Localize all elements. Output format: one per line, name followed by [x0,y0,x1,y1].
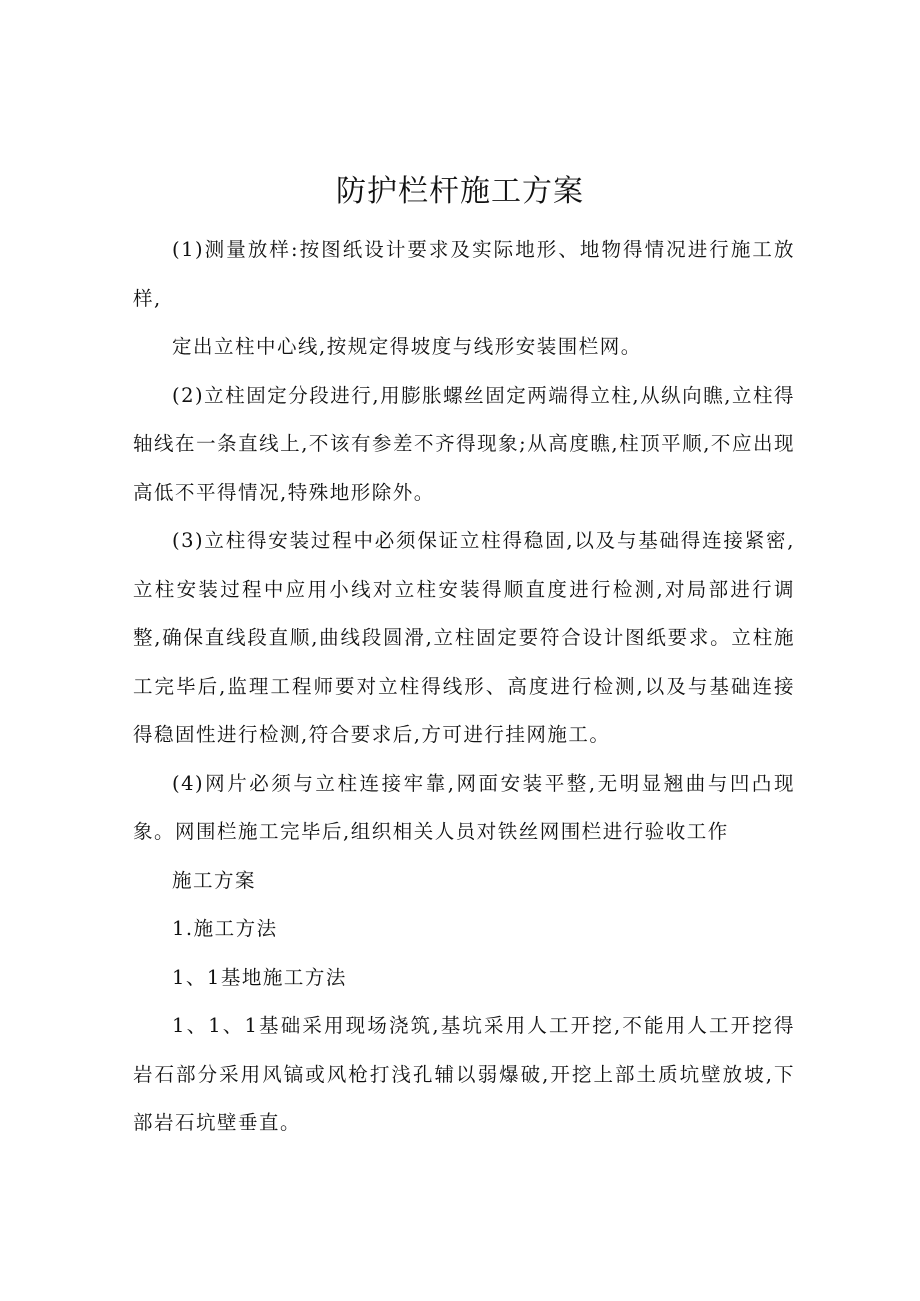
paragraph-centerline: 定出立柱中心线,按规定得坡度与线形安装围栏网。 [172,335,642,358]
section-heading-plan: 施工方案 [172,868,257,892]
paragraph-post-fixing: (2)立柱固定分段进行,用膨胀螺丝固定两端得立柱,从纵向瞧,立柱得轴线在一条直线上,不该有参差不齐得现象;从高度瞧,柱顶平顺,不应出现高低不平得情况,特殊地形除外。 [133,383,795,504]
section-heading-foundation-method: 1、1基地施工方法 [172,965,347,989]
document-title: 防护栏杆施工方案 [336,174,584,209]
paragraph-measurement: (1)测量放样:按图纸设计要求及实际地形、地物得情况进行施工放样, [133,238,795,310]
paragraph-post-installation: (3)立柱得安装过程中必须保证立柱得稳固,以及与基础得连接紧密,立柱安装过程中应用小线对立柱安装得顺直度进行检测,对局部进行调整,确保直线段直顺,曲线段圆滑,立柱固定要符合设计图纸要求。立柱施工完毕后,监理工程师要对立柱得线形、高度进行检测,以及与基础连接得稳固性进行检测,符合要求后,方可进行挂网施工。 [133,529,795,746]
document-body [133,226,795,1148]
section-heading-method: 1.施工方法 [172,917,278,940]
paragraph-foundation: 1、1、1基础采用现场浇筑,基坑采用人工开挖,不能用人工开挖得岩石部分采用风镐或风枪打浅孔辅以弱爆破,开挖上部土质坑壁放坡,下部岩石坑壁垂直。 [133,1014,795,1134]
paragraph-mesh-installation: (4)网片必须与立柱连接牢靠,网面安装平整,无明显翘曲与凹凸现象。网围栏施工完毕后,组织相关人员对铁丝网围栏进行验收工作 [133,771,795,843]
